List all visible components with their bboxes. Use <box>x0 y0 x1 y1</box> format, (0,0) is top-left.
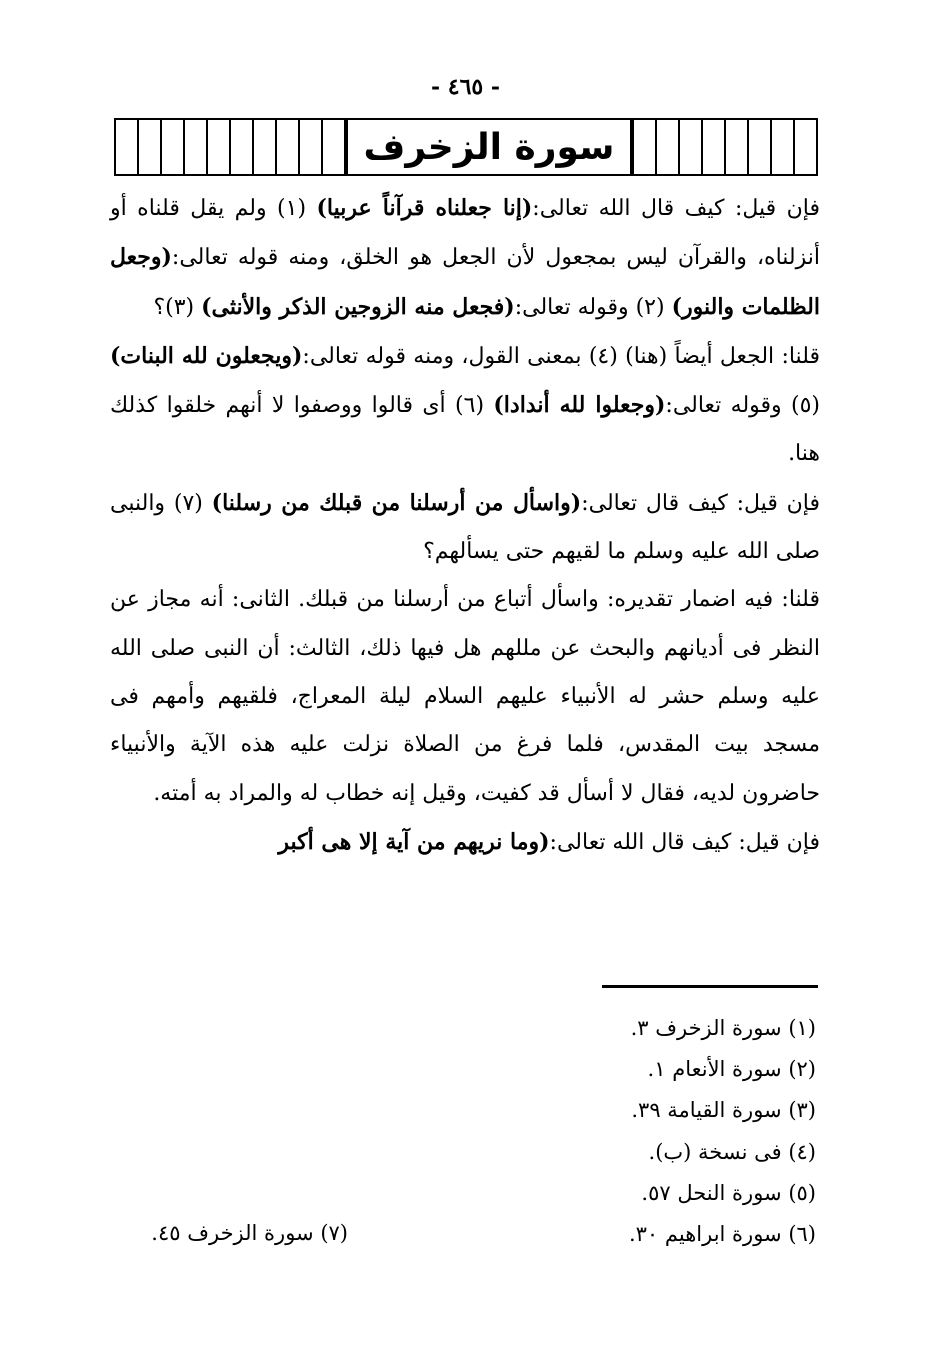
text-run: فإن قيل: كيف قال تعالى: <box>581 490 821 516</box>
text-run: (٣)؟ <box>153 294 202 320</box>
title-ornament-right <box>632 120 816 174</box>
quran-quote: (ويجعلون لله البنات) <box>110 342 303 369</box>
text-run: (١) ولم يقل قلناه أو أنزلناه، والقرآن ليس بمجعول لأن الجعل هو الخلق، ومنه قوله تعالى: <box>110 196 820 271</box>
text-run: (٢) وقوله تعالى: <box>514 294 672 320</box>
footnote-2: (٢) سورة الأنعام ١. <box>647 1057 816 1082</box>
quran-quote: (واسأل من أرسلنا من قبلك من رسلنا) <box>211 489 582 516</box>
main-text <box>110 184 820 867</box>
quran-quote: (وجعل الظلمات والنور) <box>110 244 820 320</box>
quran-quote: (فجعل منه الزوجين الذكر والأنثى) <box>201 293 515 320</box>
text-run: فإن قيل: كيف قال الله تعالى: <box>549 829 820 855</box>
paragraph-1 <box>110 184 820 332</box>
paragraph-2 <box>110 332 820 479</box>
quran-quote: (وجعلوا لله أندادا) <box>493 392 666 419</box>
quran-quote: (وما نريهم من آية إلا هى أكبر <box>278 828 550 855</box>
text-run: (٧) والنبى صلى الله عليه وسلم ما لقيهم حتى يسألهم؟ <box>110 490 820 565</box>
footnotes <box>580 1008 816 1255</box>
paragraph-4 <box>110 576 820 817</box>
surah-title: سورة الزخرف <box>363 126 615 168</box>
text-run: قلنا: الجعل أيضاً (هنا) (٤) بمعنى القول، ومنه قوله تعالى: <box>302 343 820 369</box>
footnote-6: (٦) سورة ابراهيم ٣٠. <box>628 1222 816 1247</box>
title-ornament-left <box>116 120 346 174</box>
text-run: (٥) وقوله تعالى: <box>665 393 821 419</box>
text-run: فإن قيل: كيف قال الله تعالى: <box>532 196 820 221</box>
footnote-divider <box>602 985 818 988</box>
surah-title-box <box>346 120 632 174</box>
text-run: قلنا: فيه اضمار تقديره: واسأل أتباع من أرسلنا من قبلك. الثانى: أنه مجاز عن النظر فى أديانهم والبحث عن مللهم هل فيها ذلك، الثالث: أن النبى صلى الله عليه وسلم حشر له الأنبياء عليهم السلام ليلة المعراج، فلقيهم وأمهم فى مسجد بيت المقدس، فلما فرغ من الصلاة نزلت عليه هذه الآية والأنبياء حاضرون لديه، فقال لا أسأل قد كفيت، وقيل إنه خطاب له والمراد به أمته. <box>110 587 820 806</box>
footnote-7: (٧) سورة الزخرف ٤٥. <box>151 1221 348 1245</box>
footnote-5: (٥) سورة النحل ٥٧. <box>641 1180 816 1205</box>
footnote-3: (٣) سورة القيامة ٣٩. <box>631 1098 816 1123</box>
paragraph-5 <box>110 818 820 867</box>
paragraph-3 <box>110 479 820 577</box>
text-run: (٦) أى قالوا ووصفوا لا أنهم خلقوا كذلك هنا. <box>110 393 820 467</box>
footnote-4: (٤) فى نسخة (ب). <box>648 1139 816 1164</box>
page-number: - ٤٦٥ - <box>430 74 501 100</box>
footnote-1: (١) سورة الزخرف ٣. <box>630 1016 816 1040</box>
quran-quote: (إنا جعلناه قرآناً عربيا) <box>316 195 533 221</box>
title-frame <box>114 118 818 176</box>
